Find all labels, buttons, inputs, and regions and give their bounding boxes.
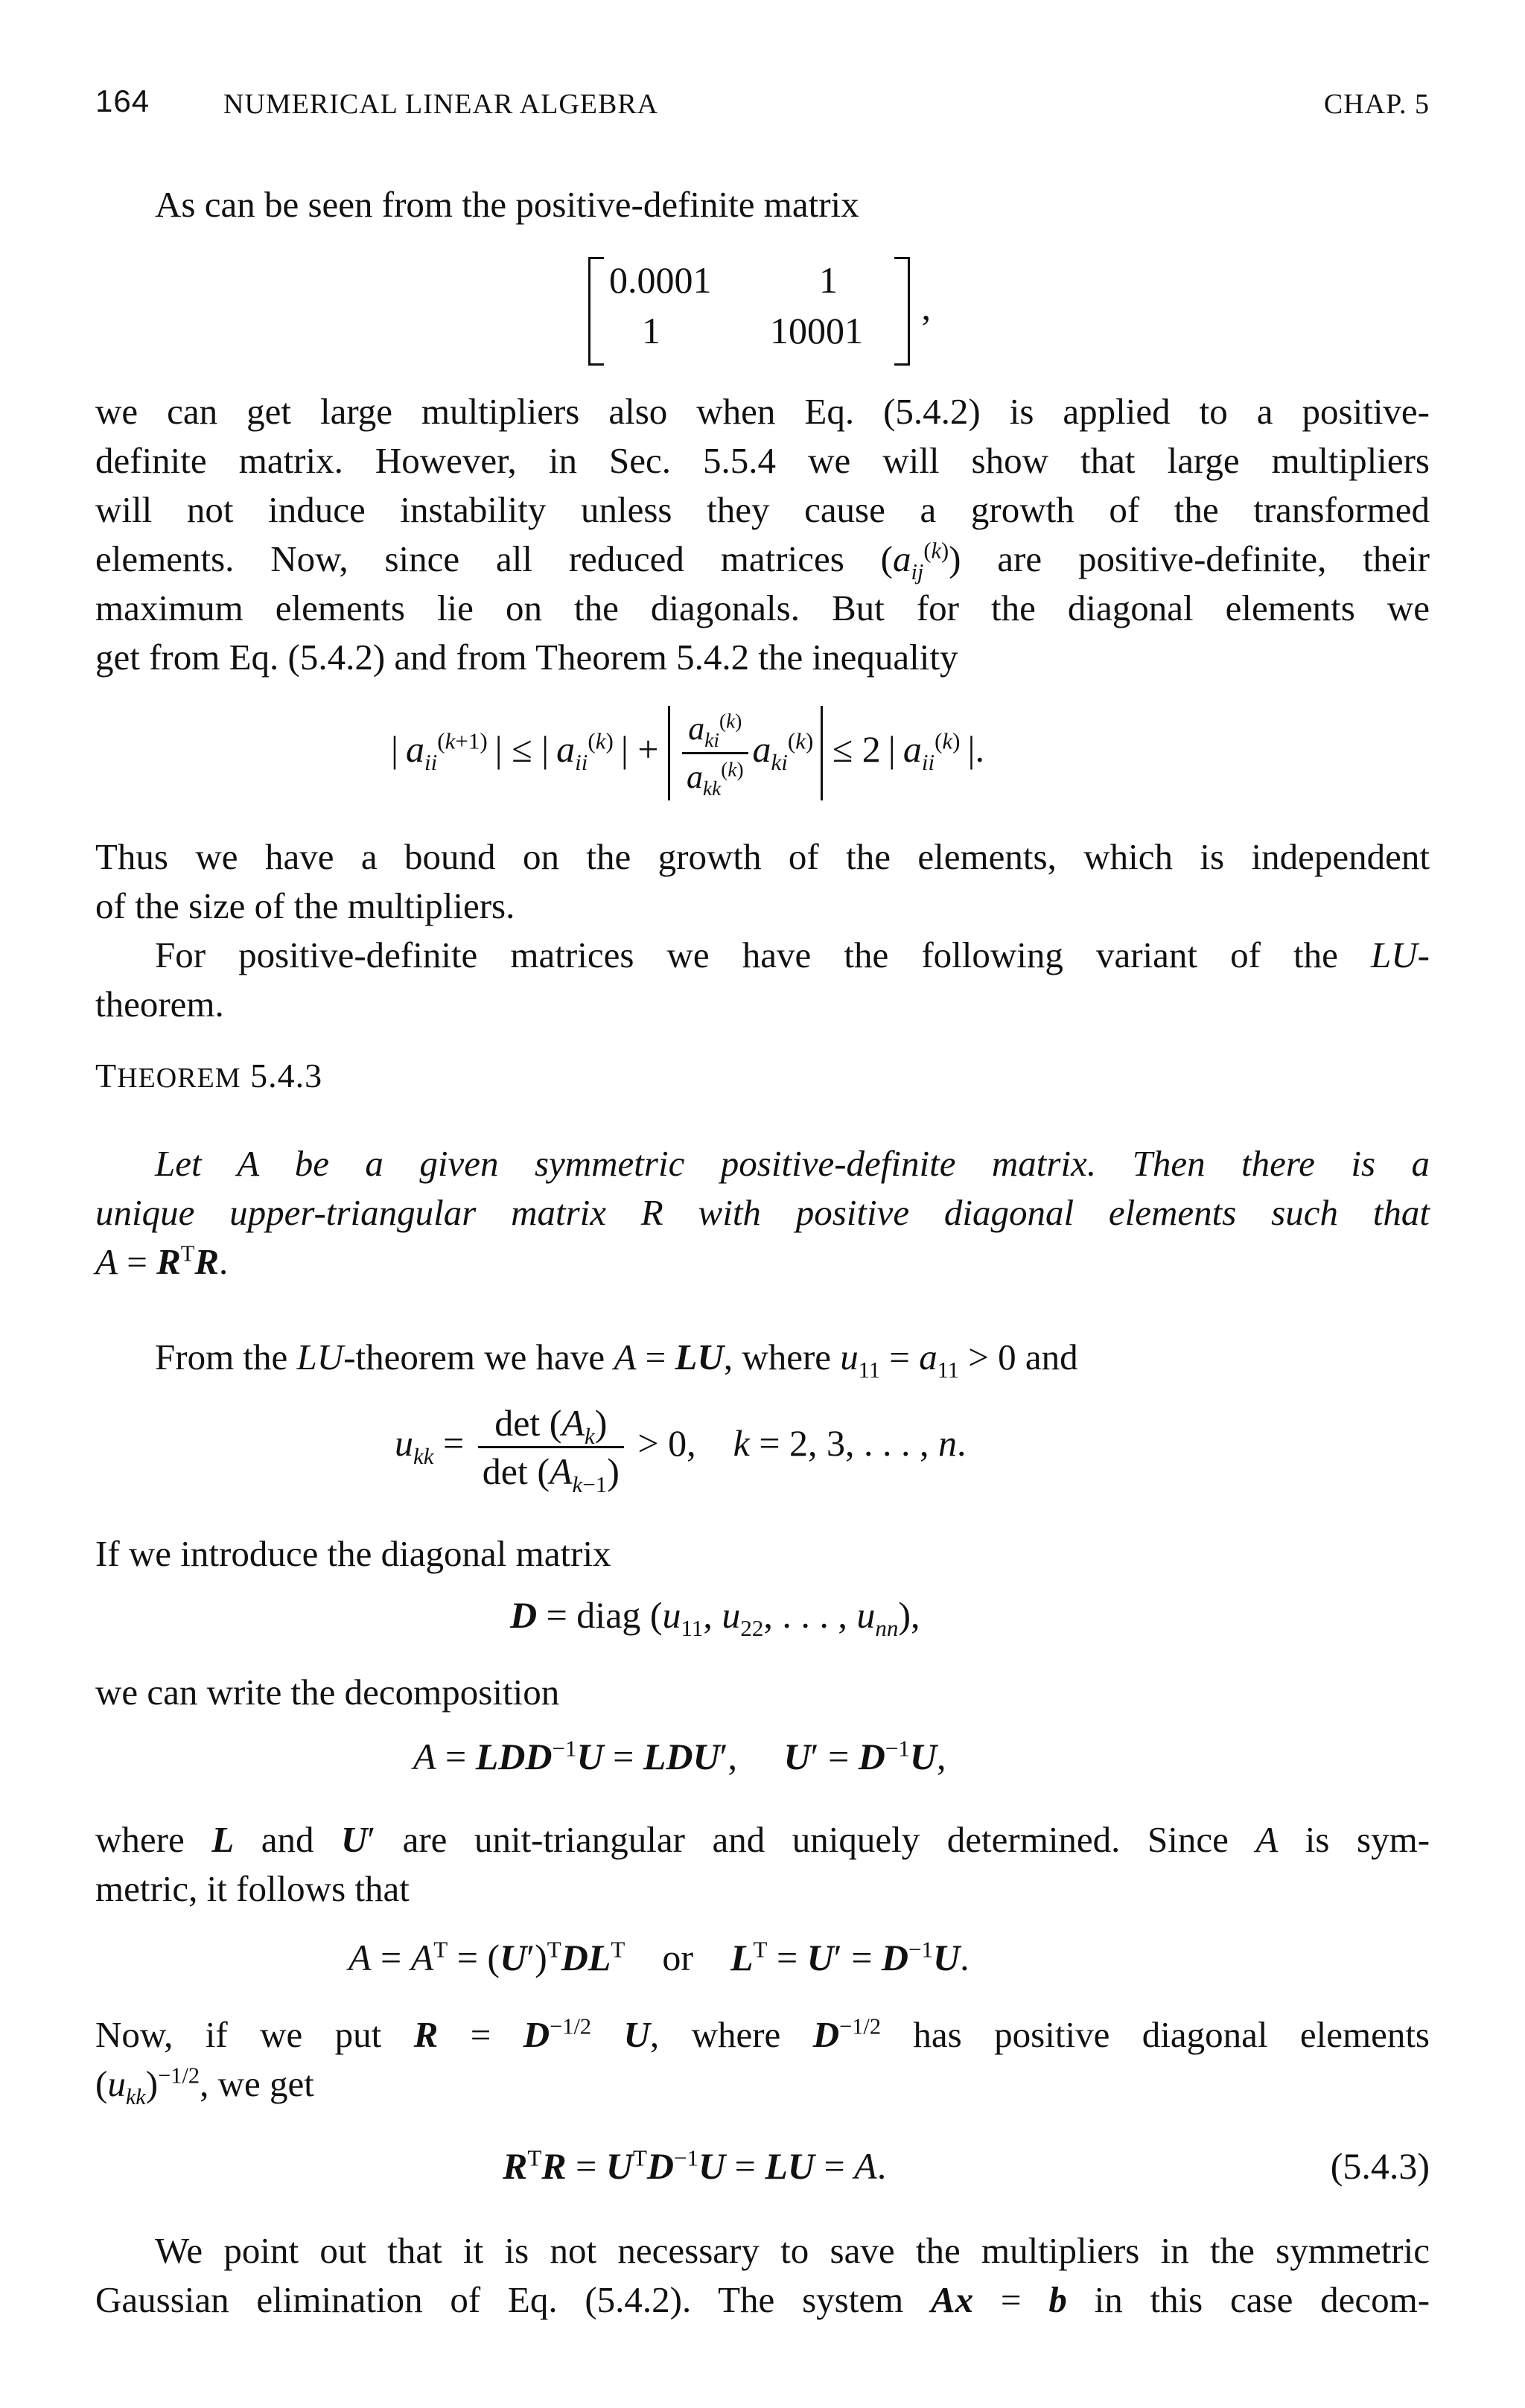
paragraph-7: we can write the decomposition: [95, 1672, 560, 1713]
example-matrix: [588, 257, 931, 365]
diagonal-matrix-equation: D = diag ($u_{11}$, $u_{22}$, . . . , $u_{nn}$),: [510, 1594, 920, 1641]
page-number: 164: [95, 83, 150, 118]
equation-number: (5.4.3): [1330, 2145, 1430, 2187]
theorem-heading: THEOREM 5.4.3: [95, 1057, 323, 1095]
theorem-line-1: Let A be a given symmetric positive-definite matrix. Then there is a: [155, 1143, 1430, 1184]
paragraph-10-line-2: Gaussian elimination of Eq. (5.4.2). The system Ax = b in this case decom-: [95, 2279, 1430, 2320]
paragraph-9-line-2: $(u_{kk})^{-1/2}$, we get: [95, 2063, 314, 2109]
paragraph-3-line-2: of the size of the multipliers.: [95, 885, 515, 926]
paragraph-8-line-2: metric, it follows that: [95, 1868, 410, 1909]
paragraph-intro: As can be seen from the positive-definite matrix: [155, 184, 859, 225]
paragraph-2-line-2: definite matrix. However, in Sec. 5.5.4 we will show that large multipliers: [95, 440, 1430, 481]
paragraph-5: From the LU-theorem we have A = LU, where $u_{11} = a_{11} > 0$ and: [155, 1337, 1078, 1383]
right-bracket: [894, 257, 910, 366]
paragraph-2-line-3: will not induce instability unless they cause a growth of the transformed: [95, 489, 1430, 530]
paragraph-2-line-1: we can get large multipliers also when Eq. (5.4.2) is applied to a positive-: [95, 391, 1430, 432]
running-title: NUMERICAL LINEAR ALGEBRA: [223, 89, 659, 120]
equation-5-4-3: $R^TR = U^TD^{-1}U$ = LU = A.: [503, 2144, 887, 2187]
paragraph-8-line-1: where L and U′ are unit-triangular and uniquely determined. Since A is sym-: [95, 1819, 1430, 1860]
matrix-trailing-comma: ,: [921, 286, 931, 328]
paragraph-4-line-2: theorem.: [95, 984, 224, 1025]
matrix-a22: 10001: [770, 310, 863, 351]
paragraph-9-line-1: Now, if we put $R = D^{-1/2}$ U, where $D^{-1/2}$ has positive diagonal elements: [95, 2013, 1430, 2055]
theorem-line-3: $A = R^TR$.: [95, 1240, 229, 1282]
paragraph-6: If we introduce the diagonal matrix: [95, 1533, 611, 1574]
paragraph-2-line-4: elements. Now, since all reduced matrices $(a_{ij}^{(k)})$ are positive-definite, their: [95, 538, 1430, 585]
paragraph-2-line-6: get from Eq. (5.4.2) and from Theorem 5.4.2 the inequality: [95, 637, 958, 678]
paragraph-10-line-1: We point out that it is not necessary to save the multipliers in the symmetric: [155, 2230, 1430, 2271]
theorem-line-2: unique upper-triangular matrix R with positive diagonal elements such that: [95, 1192, 1430, 1233]
inequality-equation: | $a_{ii}^{(k+1)}$ | ≤ | $a_{ii}^{(k)}$ | + $\frac{a_{ki}^{(k)}}{a_{kk}^{(k)}}$ $a_{ki}^{(k)} \le 2$ | $a_{ii}^{(k)}$ |.: [391, 706, 984, 800]
paragraph-4-line-1: For positive-definite matrices we have the following variant of the LU-: [155, 934, 1430, 975]
chapter-label: CHAP. 5: [1323, 89, 1430, 120]
left-bracket: [588, 257, 604, 366]
ukk-equation: $u_{kk}$ = $\frac{\det (A_k)}{\det (A_{k-1})}$ > 0, k = 2, 3, . . . , n.: [395, 1400, 967, 1494]
paragraph-3-line-1: Thus we have a bound on the growth of the elements, which is independent: [95, 836, 1430, 877]
matrix-a11: 0.0001: [609, 259, 712, 301]
paragraph-2-line-5: maximum elements lie on the diagonals. But for the diagonal elements we: [95, 587, 1430, 628]
transpose-equation: $A = A^T = (U')^TDL^T$ or $L^T = U' = D^{-1}U$.: [348, 1936, 970, 1978]
ldu-equation: $A = LDD^{-1}U = LDU'$, $U' = D^{-1}U$,: [413, 1735, 946, 1777]
matrix-a21: 1: [642, 310, 660, 351]
matrix-a12: 1: [819, 259, 838, 301]
